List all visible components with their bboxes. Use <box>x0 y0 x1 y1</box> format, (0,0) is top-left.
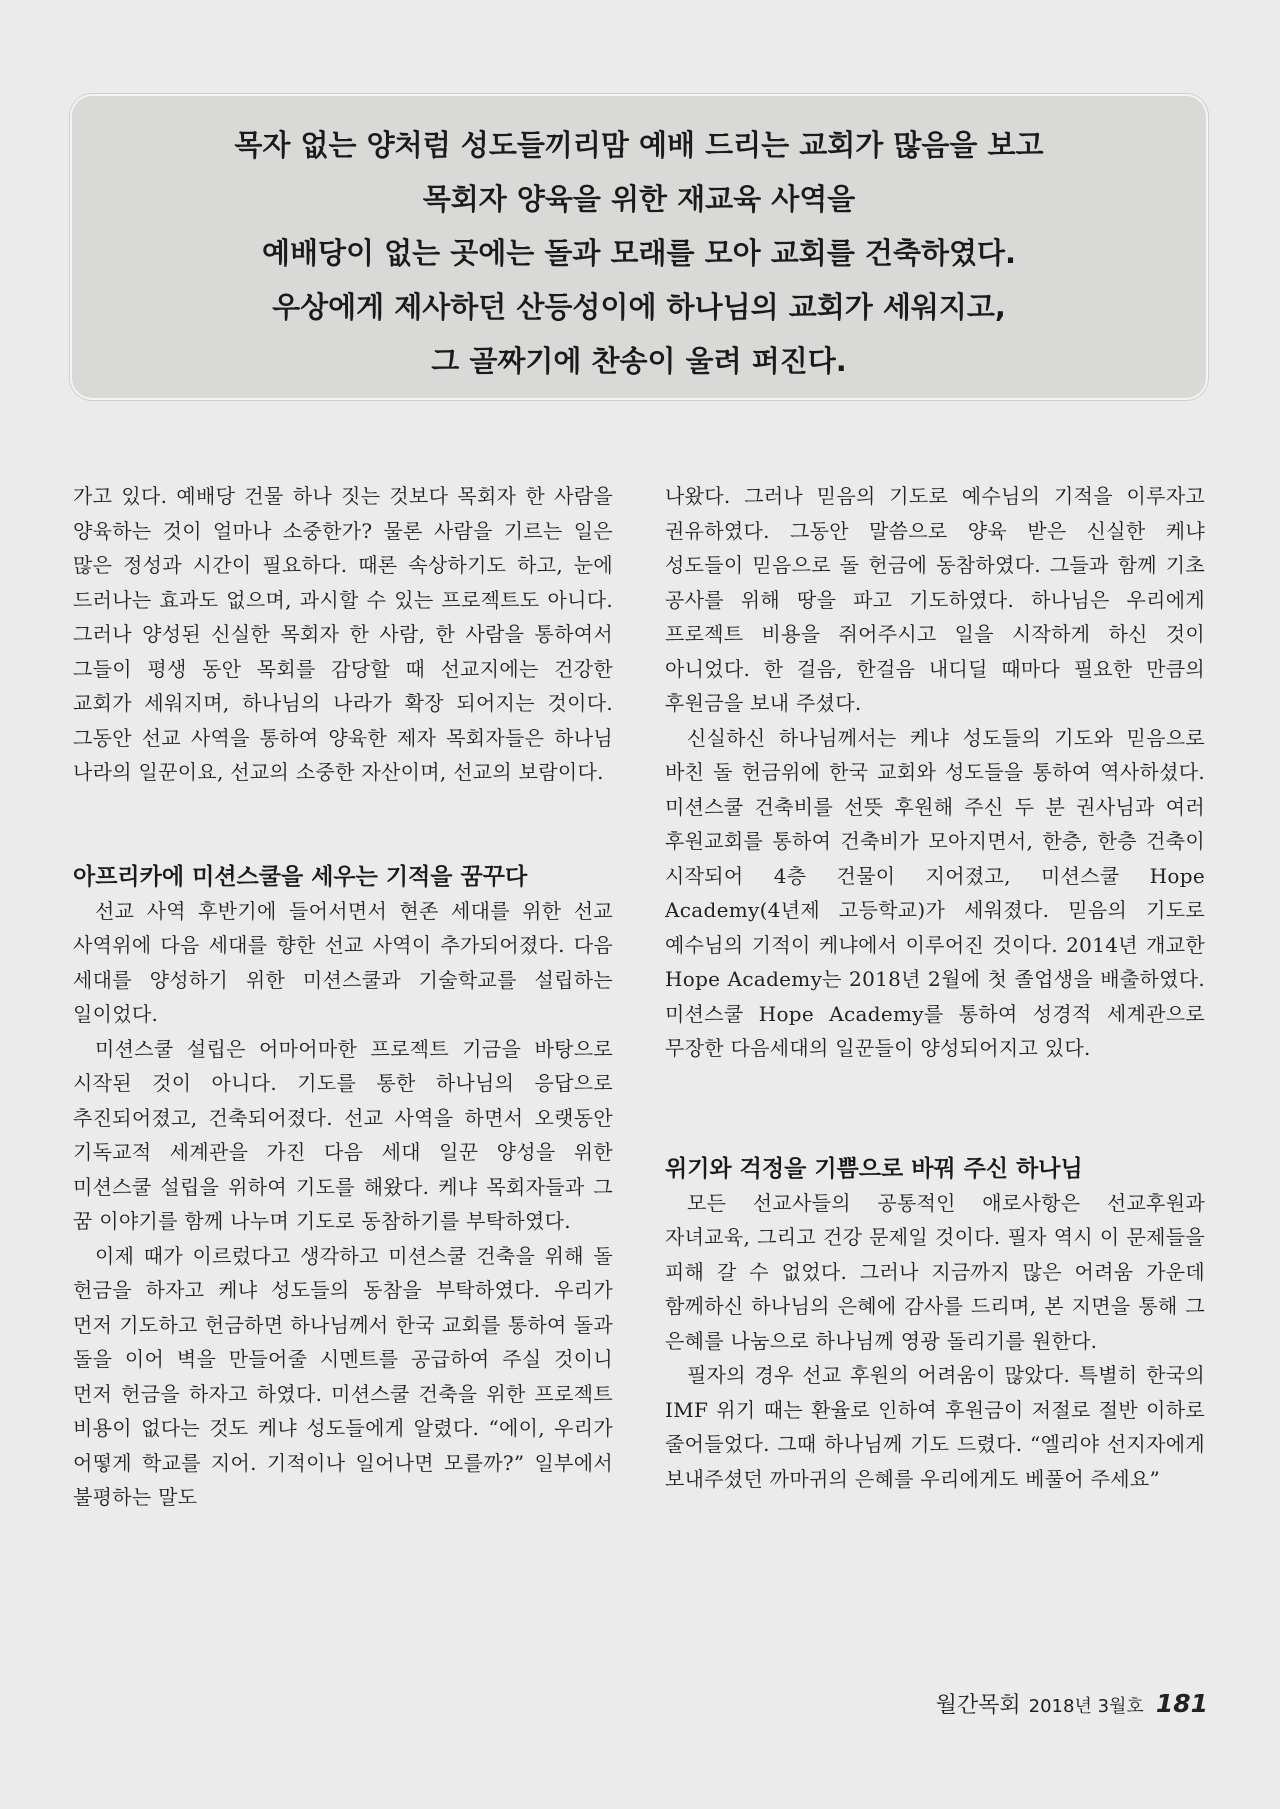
page-number: 181 <box>1155 1689 1208 1718</box>
right-column <box>665 479 1205 1496</box>
body-paragraph: 가고 있다. 예배당 건물 하나 짓는 것보다 목회자 한 사람을 양육하는 것이 얼마나 소중한가? 물론 사람을 기르는 일은 많은 정성과 시간이 필요하다. 때론 속상하기도 하고, 눈에 드러나는 효과도 없으며, 과시할 수 있는 프로젝트도 아니다. 그러나 양성된 신실한 목회자 한 사람, 한 사람을 통하여서 그들이 평생 동안 목회를 감당할 때 선교지에는 건강한 교회가 세워지며, 하나님의 나라가 확장 되어지는 것이다. 그동안 선교 사역을 통하여 양육한 제자 목회자들은 하나님 나라의 일꾼이요, 선교의 소중한 자산이며, 선교의 보람이다. <box>73 484 613 784</box>
issue-date: 2018년 3월호 <box>1028 1696 1144 1717</box>
callout-line: 우상에게 제사하던 산등성이에 하나님의 교회가 세워지고, <box>272 290 1006 324</box>
body-paragraph: 신실하신 하나님께서는 케냐 성도들의 기도와 믿음으로 바친 돌 헌금위에 한국 교회와 성도들을 통하여 역사하셨다. 미션스쿨 건축비를 선뜻 후원해 주신 두 분 권사님과 여러 후원교회를 통하여 건축비가 모아지면서, 한층, 한층 건축이 시작되어 4층 건물이 지어졌고, 미션스쿨 Hope Academy(4년제 고등학교)가 세워졌다. 믿음의 기도로 예수님의 기적이 케냐에서 이루어진 것이다. 2014년 개교한 Hope Academy는 2018년 2월에 첫 졸업생을 배출하였다. 미션스쿨 Hope Academy를 통하여 성경적 세계관으로 무장한 다음세대의 일꾼들이 양성되어지고 있다. <box>665 725 1205 1060</box>
body-paragraph: 나왔다. 그러나 믿음의 기도로 예수님의 기적을 이루자고 권유하였다. 그동안 말씀으로 양육 받은 신실한 케냐 성도들이 믿음으로 돌 헌금에 동참하였다. 그들과 함께 기초 공사를 위해 땅을 파고 기도하였다. 하나님은 우리에게 프로젝트 비용을 쥐어주시고 일을 시작하게 하신 것이 아니었다. 한 걸음, 한걸음 내디딜 때마다 필요한 만큼의 후원금을 보내 주셨다. <box>665 484 1205 715</box>
section-spacer <box>665 1066 1205 1152</box>
body-paragraph: 미션스쿨 설립은 어마어마한 프로젝트 기금을 바탕으로 시작된 것이 아니다. 기도를 통한 하나님의 응답으로 추진되어졌고, 건축되어졌다. 선교 사역을 하면서 오랫동안 기독교적 세계관을 가진 다음 세대 일꾼 양성을 위한 미션스쿨 설립을 위하여 기도를 해왔다. 케냐 목회자들과 그 꿈 이야기를 함께 나누며 기도로 동참하기를 부탁하였다. <box>73 1036 613 1233</box>
callout-line: 목회자 양육을 위한 재교육 사역을 <box>422 182 856 216</box>
section-spacer <box>73 790 613 860</box>
magazine-name: 월간목회 <box>935 1693 1021 1718</box>
body-paragraph: 이제 때가 이르렀다고 생각하고 미션스쿨 건축을 위해 돌 헌금을 하자고 케냐 성도들의 동참을 부탁하였다. 우리가 먼저 기도하고 헌금하면 하나님께서 한국 교회를 통하여 돌과 돌을 이어 벽을 만들어줄 시멘트를 공급하여 주실 것이니 먼저 헌금을 하자고 하였다. 미션스쿨 건축을 위한 프로젝트 비용이 없다는 것도 케냐 성도들에게 알렸다. “에이, 우리가 어떻게 학교를 지어. 기적이나 일어나면 모를까?” 일부에서 불평하는 말도 <box>73 1243 613 1509</box>
callout-line: 그 골짜기에 찬송이 울려 퍼진다. <box>431 344 847 378</box>
body-paragraph: 모든 선교사들의 공통적인 애로사항은 선교후원과 자녀교육, 그리고 건강 문제일 것이다. 필자 역시 이 문제들을 피해 갈 수 없었다. 그러나 지금까지 많은 어려움 가운데 함께하신 하나님의 은혜에 감사를 드리며, 본 지면을 통해 그 은혜를 나눔으로 하나님께 영광 돌리기를 원한다. <box>665 1190 1205 1353</box>
section-title: 위기와 걱정을 기쁨으로 바꿔 주신 하나님 <box>665 1155 1083 1182</box>
left-column <box>73 479 613 1515</box>
callout-line: 목자 없는 양처럼 성도들끼리맘 예배 드리는 교회가 많음을 보고 <box>234 128 1044 162</box>
body-paragraph: 선교 사역 후반기에 들어서면서 현존 세대를 위한 선교 사역위에 다음 세대를 향한 선교 사역이 추가되어졌다. 다음 세대를 양성하기 위한 미션스쿨과 기술학교를 설립하는 일이었다. <box>73 898 613 1026</box>
callout-line: 예배당이 없는 곳에는 돌과 모래를 모아 교회를 건축하였다. <box>261 236 1017 270</box>
callout-box <box>70 94 1208 400</box>
body-paragraph: 필자의 경우 선교 후원의 어려움이 많았다. 특별히 한국의 IMF 위기 때는 환율로 인하여 후원금이 저절로 절반 이하로 줄어들었다. 그때 하나님께 기도 드렸다. “엘리야 선지자에게 보내주셨던 까마귀의 은혜를 우리에게도 베풀어 주세요” <box>665 1363 1205 1491</box>
section-title: 아프리카에 미션스쿨을 세우는 기적을 꿈꾸다 <box>73 863 528 890</box>
page-footer <box>936 1688 1208 1719</box>
